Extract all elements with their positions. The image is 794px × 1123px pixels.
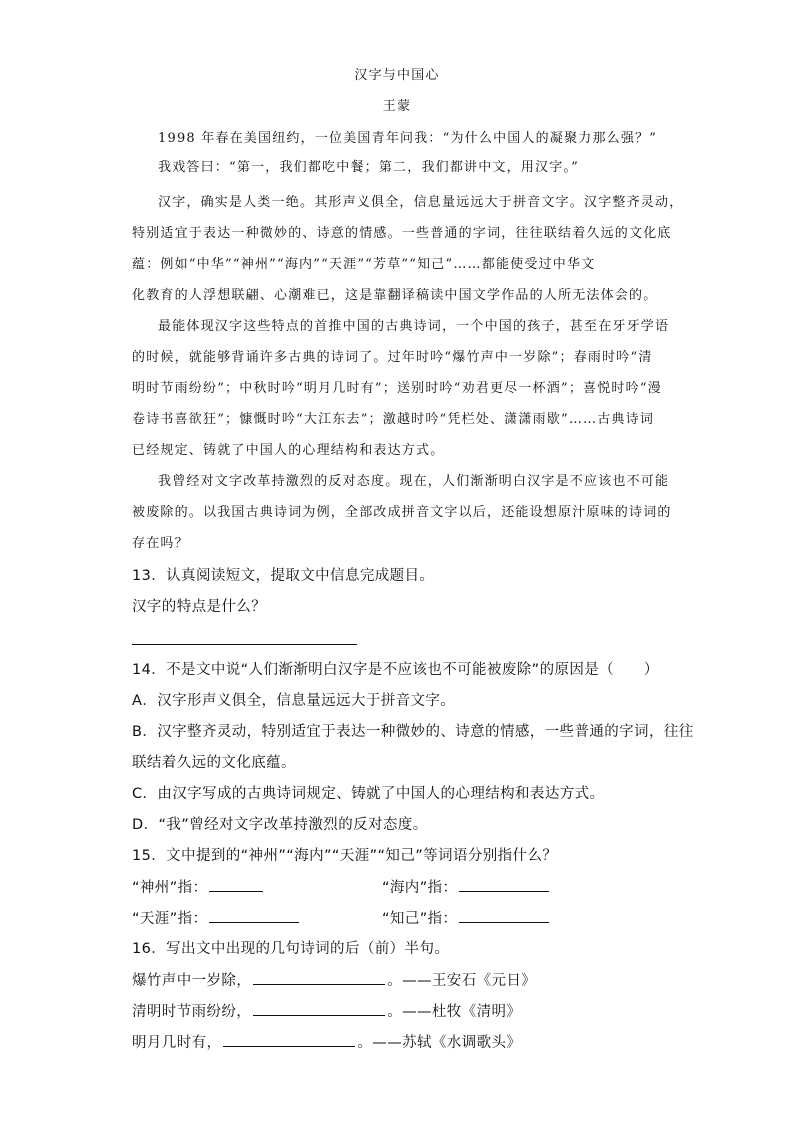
question-13-answer-line[interactable] (132, 644, 357, 645)
paragraph-4-line: 的时候，就能够背诵许多古典的诗词了。过年时吟“爆竹声中一岁除”；春雨时吟“清 (132, 350, 653, 365)
paragraph-3-line: 汉字，确实是人类一绝。其形声义俱全，信息量远远大于拼音文字。汉字整齐灵动， (158, 195, 684, 210)
question-14-option-b-cont: 联结着久远的文化底蕴。 (132, 755, 296, 771)
poem-3-source: 。——苏轼《水调歌头》 (357, 1035, 522, 1051)
question-13-stem: 13．认真阅读短文，提取文中信息完成题目。 (132, 568, 435, 584)
poem-3-blank[interactable] (223, 1031, 355, 1047)
question-15-item-hainei (382, 876, 551, 899)
question-15-blank-shenzhou[interactable] (209, 876, 263, 892)
question-15-blank-zhiji[interactable] (459, 907, 549, 923)
question-15-blank-tianya[interactable] (209, 907, 299, 923)
question-15-blank-hainei[interactable] (459, 876, 549, 892)
question-16-stem: 16．写出文中出现的几句诗词的后（前）半句。 (132, 941, 450, 957)
paragraph-4-line: 最能体现汉字这些特点的首推中国的古典诗词，一个中国的孩子，甚至在牙牙学语 (158, 319, 670, 334)
paragraph-3-line: 化教育的人浮想联翩、心潮难已，这是靠翻译稿读中国文学作品的人所无法体会的。 (132, 288, 658, 303)
poem-1-first-half: 爆竹声中一岁除， (132, 973, 252, 989)
poem-1-source: 。——王安石《元日》 (387, 973, 537, 989)
paragraph-3-line: 蕴：例如“中华”“神州”“海内”“天涯”“芳草”“知己”……都能使受过中华文 (132, 257, 596, 272)
question-15-label-zhiji: “知己”指： (382, 911, 458, 927)
paragraph-5-line: 我曾经对文字改革持激烈的反对态度。现在，人们渐渐明白汉字是不应该也不可能 (158, 474, 670, 489)
question-15-item-shenzhou (132, 876, 265, 899)
paragraph-4-line: 已经规定、铸就了中国人的心理结构和表达方式。 (132, 443, 445, 458)
question-15-item-zhiji (382, 907, 551, 930)
poem-2-first-half: 清明时节雨纷纷， (132, 1004, 252, 1020)
question-14-stem: 14．不是文中说“人们渐渐明白汉字是不应该也不可能被废除”的原因是（ ） (132, 662, 659, 678)
paragraph-4-line: 卷诗书喜欲狂”；慷慨时吟“大江东去”；激越时吟“凭栏处、潇潇雨歇”……古典诗词 (132, 412, 655, 427)
question-16-line-1 (132, 969, 536, 992)
paragraph-5-line: 被废除的。以我国古典诗词为例，全部改成拼音文字以后，还能设想原汁原味的诗词的 (132, 505, 672, 520)
question-15-label-tianya: “天涯”指： (132, 911, 208, 927)
question-14-option-d[interactable]: D．“我”曾经对文字改革持激烈的反对态度。 (132, 817, 428, 833)
question-15-stem: 15．文中提到的“神州”“海内”“天涯”“知己”等词语分别指什么？ (132, 848, 558, 864)
question-15-item-tianya (132, 907, 301, 930)
paragraph-5-line: 存在吗？ (132, 536, 189, 551)
article-title: 汉字与中国心 (354, 68, 440, 83)
question-14-option-c[interactable]: C．由汉字写成的古典诗词规定、铸就了中国人的心理结构和表达方式。 (132, 786, 605, 802)
article-author: 王蒙 (382, 99, 412, 114)
paragraph-1: 1998 年春在美国纽约，一位美国青年问我：“为什么中国人的凝聚力那么强？” (158, 131, 658, 146)
paragraph-2: 我戏答曰：“第一，我们都吃中餐；第二，我们都讲中文，用汉字。” (158, 160, 579, 175)
question-14-option-b[interactable]: B．汉字整齐灵动，特别适宜于表达一种微妙的、诗意的情感，一些普通的字词，往往 (132, 724, 694, 740)
poem-2-blank[interactable] (253, 1000, 385, 1016)
poem-1-blank[interactable] (253, 969, 385, 985)
question-16-line-3 (132, 1031, 521, 1054)
paragraph-4-line: 明时节雨纷纷”；中秋时吟“明月几时有”；送别时吟“劝君更尽一杯酒”；喜悦时吟“漫 (132, 381, 662, 396)
question-13-sub: 汉字的特点是什么？ (132, 599, 267, 615)
poem-3-first-half: 明月几时有， (132, 1035, 222, 1051)
paragraph-3-line: 特别适宜于表达一种微妙的、诗意的情感。一些普通的字词，往往联结着久远的文化底 (132, 226, 672, 241)
question-15-label-shenzhou: “神州”指： (132, 880, 208, 896)
poem-2-source: 。——杜牧《清明》 (387, 1004, 522, 1020)
question-14-option-a[interactable]: A．汉字形声义俱全，信息量远远大于拼音文字。 (132, 693, 456, 709)
question-15-label-hainei: “海内”指： (382, 880, 458, 896)
question-16-line-2 (132, 1000, 521, 1023)
